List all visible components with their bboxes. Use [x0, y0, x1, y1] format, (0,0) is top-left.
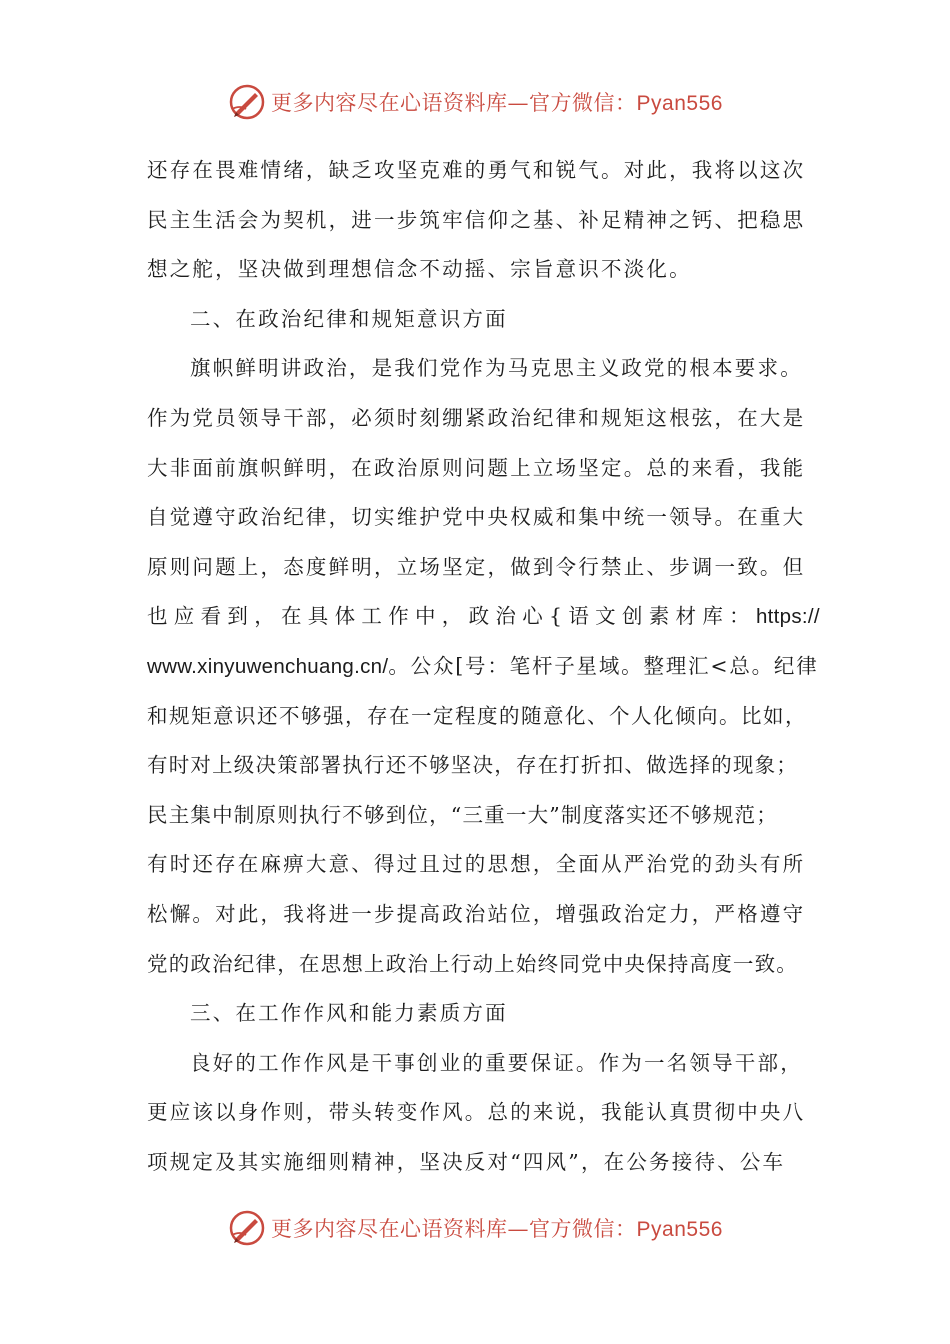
text-line: 有时还存在麻痹大意、得过且过的思想，全面从严治党的劲头有所: [147, 852, 806, 877]
banner-wechat-id: Pyan556: [636, 92, 723, 115]
text-line: 松懈。对此，我将进一步提高政治站位，增强政治定力，严格遵守: [147, 901, 806, 926]
url-link[interactable]: www.xinyuwenchuang.cn/: [147, 654, 389, 678]
text-line: 民主生活会为契机，进一步筑牢信仰之基、补足精神之钙、把稳思: [147, 207, 806, 232]
banner-text: [271, 87, 723, 117]
text-line: 想之舵，坚决做到理想信念不动摇、宗旨意识不淡化。: [147, 257, 692, 282]
text-line: 有时对上级决策部署执行还不够坚决，存在打折扣、做选择的现象；: [147, 753, 798, 778]
text-line: 项规定及其实施细则精神，坚决反对“四风”，在公务接待、公车: [147, 1149, 786, 1174]
text-span: 也应看到，在具体工作中，政治心{语文创素材库：: [147, 604, 756, 629]
text-line: 原则问题上，态度鲜明，立场坚定，做到令行禁止、步调一致。但: [147, 554, 806, 579]
section-heading: 二、在政治纪律和规矩意识方面: [190, 306, 508, 331]
text-line: 自觉遵守政治纪律，切实维护党中央权威和集中统一领导。在重大: [147, 505, 806, 530]
text-line: 大非面前旗帜鲜明，在政治原则问题上立场坚定。总的来看，我能: [147, 455, 806, 480]
text-line: [147, 592, 820, 642]
banner-caption: 更多内容尽在心语资料库—官方微信：: [271, 91, 637, 115]
banner-text: [271, 1213, 723, 1243]
text-line: 更应该以身作则，带头转变作风。总的来说，我能认真贯彻中央八: [147, 1100, 806, 1125]
text-line: 良好的工作作风是干事创业的重要保证。作为一名领导干部，: [190, 1050, 803, 1075]
text-line: 旗帜鲜明讲政治，是我们党作为马克思主义政党的根本要求。: [190, 356, 803, 381]
banner-caption: 更多内容尽在心语资料库—官方微信：: [271, 1217, 637, 1241]
pen-logo-icon: [227, 82, 267, 122]
footer-watermark-banner: [0, 1206, 950, 1250]
document-body: [147, 146, 820, 1187]
text-line: 作为党员领导干部，必须时刻绷紧政治纪律和规矩这根弦，在大是: [147, 405, 806, 430]
header-watermark-banner: [0, 80, 950, 124]
text-line: 还存在畏难情绪，缺乏攻坚克难的勇气和锐气。对此，我将以这次: [147, 158, 806, 182]
section-heading: 三、在工作作风和能力素质方面: [190, 1001, 508, 1026]
text-line: 民主集中制原则执行不够到位，“三重一大”制度落实还不够规范；: [147, 802, 778, 827]
text-line: 党的政治纪律，在思想上政治上行动上始终同党中央保持高度一致。: [147, 951, 798, 976]
url-link[interactable]: https://: [755, 605, 820, 629]
text-line: [147, 642, 819, 692]
text-line: 和规矩意识还不够强，存在一定程度的随意化、个人化倾向。比如，: [147, 703, 807, 728]
text-span: 。公众[号：笔杆子星域。整理汇<总。纪律: [388, 653, 819, 678]
pen-logo-icon: [227, 1208, 267, 1248]
banner-wechat-id: Pyan556: [636, 1218, 723, 1241]
